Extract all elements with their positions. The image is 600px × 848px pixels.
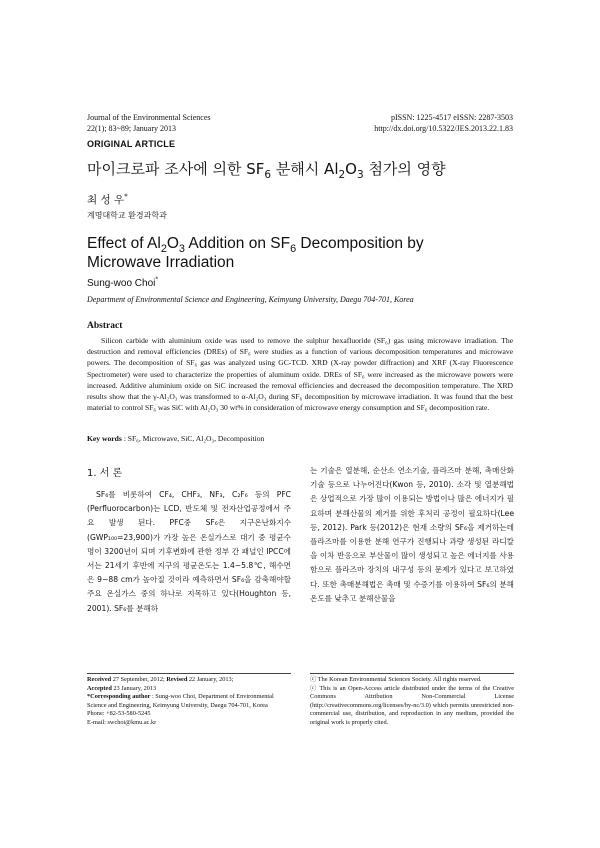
- doi-link[interactable]: http://dx.doi.org/10.5322/JES.2013.22.1.83: [374, 124, 513, 133]
- copyright-footnote: [310, 676, 514, 727]
- email[interactable]: E-mail: swchoi@kmu.ac.kr: [87, 718, 157, 726]
- phone: Phone: +82-53-580-5245: [87, 710, 151, 717]
- body-right-column: 는 기술은 열분해, 순산소 연소기술, 플라즈마 분해, 촉매산화기술 등으로 나누어진다(Kwon 등, 2010). 소각 및 열분해법은 상업적으로 가장 많이 이용되는 방법이나 많은 에너지가 필요하며 분해산물의 제거를 위한 후처리 공정이 필요하다(Lee 등, 2012). Park 등(2012)은 현재 소량의 SF₆을 제거하는데 플라즈마를 이용한 분해 연구가 진행되나 과량 생성된 라디칼을 이차 반응으로 부산물이 많이 생성되고 높은 에너지를 사용함으로 플라즈마 장치의 내구성 등의 문제가 있다고 보고하였다. 또한 촉매분해법은 촉매 및 수증기를 이용하여 SF₆의 분해온도를 낮추고 분해산물을: [310, 466, 514, 603]
- body-left-column: SF₆를 비롯하여 CF₄, CHF₃, NF₃, C₂F₆ 등의 PFC (Perfluorocarbon)는 LCD, 반도체 및 전자산업공정에서 주요 발생 된다. PFC중 SF₆은 지구온난화지수(GWP₁₀₀=23,900)가 가장 높은 온실가스로 대기 중 평균수명이 3200년이 되며 기후변화에 관한 정부 간 패널인 IPCC에서는 21세기 후반에 지구의 평균온도는 1.4~5.8℃, 해수면은 9~88 cm가 높아질 것이라 예측하면서 SF₆을 감축해야할 주요 온실가스 중의 하나로 지목하고 있다(Houghton 등, 2001). SF₆를 분해하: [87, 490, 291, 613]
- abstract-text: Silicon carbide with aluminium oxide was used to remove the sulphur hexafluoride (SF₆) gas using microwave irradiation. The destruction and removal efficiencies (DREs) of SF₆ were studies as a function of various decomposition temperatures and microwave powers. The decomposition of SF₆ gas was analyzed using GC-TCD. XRD (X-ray powder diffraction) and XRF (X-ray Fluorescence Spectrometer) were used to characterize the properties of aluminum oxide. DREs of SF₆ were increased as the microwave powers were increased. Additive aluminium oxide on SiC increased the removal efficiencies and decreased the decomposition temperature. The XRD results show that the γ-Al₂O₃ was transformed to α-Al₂O₃ during SF₆ decomposition by microwave irradiation. It was found that the best material to control SF₆ was SiC with Al₂O₃ 30 wt% in consideration of microwave energy consumption and SF₆ decomposition rate.: [87, 336, 513, 413]
- issn-info: [374, 112, 513, 134]
- korean-title: 마이크로파 조사에 의한 $SF_6$ 분해시 $Al_2O_3$ 첨가의 영향: [87, 160, 446, 181]
- copyright-text: ⓒ The Korean Environmental Sciences Society. All rights reserved.: [310, 676, 482, 683]
- journal-issue: 22(1); 83~89; January 2013: [87, 124, 176, 133]
- article-history-footnote: Received 27 September, 2012; Revised 22 January, 2013; Accepted 23 January, 2013 *Corresponding author : Sung-woo Choi, Department of Environmental Science and Engineering, Keimyung University, Daegu 704-701, Korea Phone: +82-53-580-5245 E-mail: swchoi@kmu.ac.kr: [87, 676, 291, 727]
- article-type: ORIGINAL ARTICLE: [87, 139, 176, 149]
- journal-name: Journal of the Environmental Sciences: [87, 113, 211, 122]
- footnote-divider-right: [310, 673, 514, 674]
- english-title: Effect of $Al_2O_3$ Addition on $SF_6$ Decomposition by Microwave Irradiation: [87, 235, 424, 271]
- korean-author: 최 성 우*: [87, 191, 128, 206]
- footnote-divider-left: [87, 673, 291, 674]
- english-author: Sung-woo Choi*: [87, 276, 159, 289]
- abstract-heading: Abstract: [87, 321, 123, 331]
- keywords-list: : SF₆, Microwave, SiC, Al₂O₃, Decomposition: [121, 434, 265, 443]
- license-text: ⓒ This is an Open-Access article distributed under the terms of the Creative Commons Attribution Non-Commercial License (http://creativecommons.org/licenses/by-nc/3.0) which permits unrestricted non-commercial use, distribution, and reproduction in any medium, provided the original work is properly cited.: [310, 684, 514, 726]
- section-heading: 1. 서 론: [87, 468, 123, 479]
- english-affiliation: Department of Environmental Science and Engineering, Keimyung University, Daegu 704-701, Korea: [87, 295, 414, 304]
- issn-numbers: pISSN: 1225-4517 eISSN: 2287-3503: [390, 113, 513, 122]
- korean-affiliation: 계명대학교 환경과학과: [87, 211, 167, 220]
- journal-info: [87, 112, 211, 134]
- keywords: [87, 434, 264, 443]
- keywords-label: Key words: [87, 434, 122, 443]
